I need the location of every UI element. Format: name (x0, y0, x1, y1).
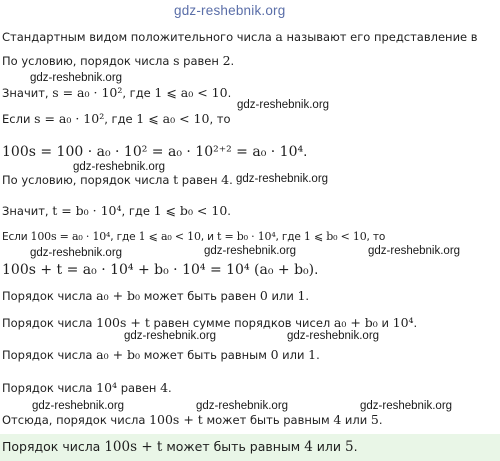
text: Стандартным видом положительного числа (2, 30, 276, 44)
text: . (168, 381, 172, 395)
line-11 (2, 316, 417, 330)
watermark: gdz-reshebnik.org (73, 161, 166, 173)
text: называют его представление в (282, 30, 478, 44)
math: t = b₀ · 10⁴ (52, 203, 122, 218)
text: или (267, 289, 298, 303)
math: 100s = 100 · a₀ · 10² = a₀ · 10²⁺² = a₀ · 10⁴ (2, 144, 304, 160)
math: 100s + t (96, 315, 150, 330)
math: 1 ⩽ a₀ < 10 (138, 230, 201, 243)
line-13 (2, 381, 172, 395)
math: 4 (160, 380, 169, 395)
text: , и (200, 231, 217, 243)
math: 4 (221, 172, 230, 187)
line-2 (2, 54, 234, 68)
text: , где (275, 231, 304, 243)
text: может быть равен (140, 289, 260, 303)
watermark: gdz-reshebnik.org (237, 99, 330, 111)
math: a₀ + b₀ (96, 288, 141, 303)
line-7 (2, 204, 231, 218)
text: Порядок числа (2, 316, 97, 330)
text: Порядок числа (2, 439, 105, 454)
line-10 (2, 289, 309, 303)
text: равен (178, 173, 222, 187)
text: и (377, 316, 393, 330)
line-14 (2, 413, 382, 427)
math: 1 ⩽ b₀ < 10 (303, 230, 367, 243)
math: a (275, 29, 283, 44)
text: может быть равным (202, 413, 334, 427)
text: Порядок числа (2, 381, 97, 395)
line-5 (2, 144, 307, 160)
text: . (230, 54, 235, 68)
text: , то (366, 231, 386, 243)
text: . (227, 204, 231, 218)
math: 5 (370, 412, 379, 427)
watermark: gdz-reshebnik.org (124, 330, 217, 342)
text: , где (110, 231, 139, 243)
text: Порядок числа (2, 289, 97, 303)
text: Если (2, 112, 35, 126)
text: . (305, 289, 310, 303)
math: 100s = a₀ · 10⁴ (30, 230, 111, 243)
watermark: gdz-reshebnik.org (204, 245, 297, 257)
line-6 (2, 173, 233, 187)
watermark: gdz-reshebnik.org (360, 400, 453, 412)
text: может быть равным (140, 348, 271, 362)
math: 100s + t = a₀ · 10⁴ + b₀ · 10⁴ = 10⁴ (a₀ + b₀) (2, 262, 315, 278)
text: может быть равным (162, 439, 305, 454)
text: , где (121, 204, 154, 218)
watermark: gdz-reshebnik.org (30, 247, 123, 259)
text: . (227, 86, 232, 100)
text: Значит, (2, 86, 53, 100)
watermark: gdz-reshebnik.org (32, 400, 125, 412)
watermark: gdz-reshebnik.org (236, 173, 329, 185)
text: равен (117, 381, 161, 395)
math: t = b₀ · 10⁴ (216, 230, 276, 243)
watermark: gdz-reshebnik.org (30, 72, 123, 84)
text: По условию, порядок числа (2, 173, 174, 187)
text: . (378, 413, 383, 427)
math: a₀ + b₀ (96, 347, 141, 362)
line-15-answer (2, 440, 358, 454)
math: 1 (297, 288, 306, 303)
text: , то (209, 112, 231, 126)
text: , где (104, 112, 137, 126)
math: 10⁴ (392, 315, 414, 330)
math: 1 (308, 347, 317, 362)
math: 4 (304, 439, 313, 455)
math: s = a₀ · 10² (34, 111, 105, 126)
math: 100s + t (149, 412, 203, 427)
math: 10⁴ (96, 380, 118, 395)
math: 1 ⩽ a₀ < 10 (154, 85, 228, 100)
math: 100s + t (104, 439, 163, 455)
line-3 (2, 86, 231, 100)
text: или (312, 439, 345, 454)
line-12 (2, 348, 320, 362)
math: 4 (333, 412, 342, 427)
text: . (314, 262, 319, 278)
text: Порядок числа (2, 348, 97, 362)
math: s = a₀ · 10² (52, 85, 123, 100)
watermark: gdz-reshebnik.org (368, 245, 461, 257)
math: 5 (345, 439, 354, 455)
line-1 (2, 30, 478, 44)
text: , где (122, 86, 155, 100)
text: . (353, 439, 358, 454)
text: . (413, 316, 418, 330)
text: равен (179, 54, 223, 68)
line-9 (2, 262, 318, 278)
math: t (173, 172, 179, 187)
text: . (229, 173, 233, 187)
text: Отсюда, порядок числа (2, 413, 150, 427)
text: . (316, 348, 320, 362)
math: 2 (222, 53, 231, 68)
text: По условию, порядок числа (2, 54, 174, 68)
math: s (173, 53, 180, 68)
text: Значит, (2, 204, 53, 218)
watermark: gdz-reshebnik.org (196, 400, 289, 412)
watermark-top: gdz-reshebnik.org (174, 3, 286, 18)
text: или (278, 348, 309, 362)
math: 1 ⩽ b₀ < 10 (153, 203, 228, 218)
text: равен сумме порядков чисел (149, 316, 334, 330)
math: 1 ⩽ a₀ < 10 (136, 111, 210, 126)
math: 0 (270, 347, 279, 362)
text: Если (2, 231, 31, 243)
line-8 (2, 230, 385, 244)
watermark: gdz-reshebnik.org (287, 330, 380, 342)
line-4 (2, 112, 230, 126)
text: или (341, 413, 371, 427)
math: 0 (259, 288, 268, 303)
math: a₀ + b₀ (333, 315, 378, 330)
text: . (303, 144, 308, 160)
